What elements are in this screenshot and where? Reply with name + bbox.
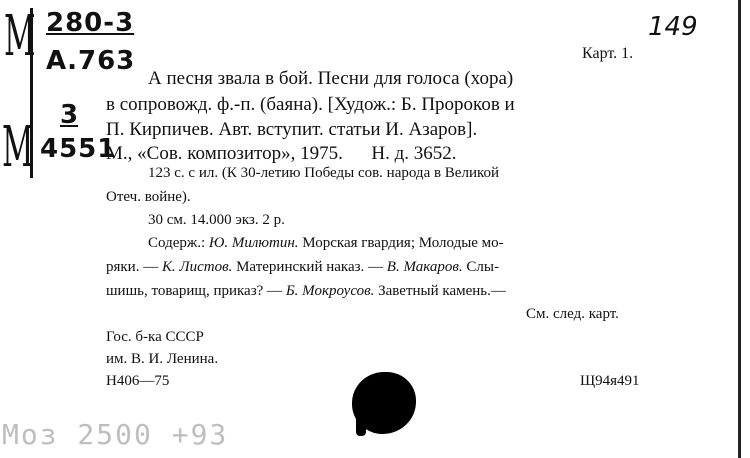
handwritten-code-top-2: А.763 — [46, 46, 136, 76]
library-line-2: им. В. И. Ленина. — [106, 351, 219, 367]
handwritten-number-4551: 4551 — [40, 134, 117, 164]
handwritten-number-3: 3 — [60, 100, 79, 130]
index-right: Щ94я491 — [580, 373, 640, 389]
title-line-4: М., «Сов. композитор», 1975. Н. д. 3652. — [106, 143, 457, 164]
title-line-3: П. Кирпичев. Авт. вступит. статьи И. Азаров]. — [106, 119, 478, 140]
card-edge — [738, 0, 741, 458]
contents-text-3b: Заветный камень.— — [374, 283, 506, 299]
contents-author-1: Ю. Милютин. — [208, 235, 299, 251]
contents-line-2 — [106, 259, 499, 276]
contents-text-1: Морская гвардия; Молодые мо- — [298, 235, 504, 251]
contents-line-1 — [148, 235, 504, 252]
contents-line-3 — [106, 283, 506, 300]
contents-text-2c: Слы- — [462, 259, 499, 275]
desc-line-3: 30 см. 14.000 экз. 2 р. — [148, 212, 285, 228]
contents-text-2a: ряки. — — [106, 259, 162, 275]
contents-author-4: Б. Мокроусов. — [285, 283, 375, 299]
title-line-2: в сопровожд. ф.-п. (баяна). [Худож.: Б. Пророков и — [106, 94, 515, 115]
contents-author-3: В. Макаров. — [386, 259, 463, 275]
contents-prefix: Содерж.: — [148, 235, 209, 251]
contents-line-4: См. след. карт. — [526, 306, 619, 322]
desc-line-1: 123 с. с ил. (К 30-летию Победы сов. народа в Великой — [148, 165, 500, 181]
contents-text-2b: Материнский наказ. — — [232, 259, 387, 275]
faded-stamp: Моз 2500 +93 — [2, 418, 229, 451]
ink-blot-drip — [356, 396, 366, 436]
library-line-1: Гос. б-ка СССР — [106, 329, 204, 345]
contents-text-3a: шишь, товарищ, приказ? — — [106, 283, 286, 299]
card-label: Карт. 1. — [582, 45, 634, 62]
title-line-1: А песня звала в бой. Песни для голоса (хора) — [148, 68, 514, 89]
contents-author-2: К. Листов. — [161, 259, 233, 275]
handwritten-page-number: 149 — [648, 12, 698, 42]
handwritten-m-bottom: М — [2, 115, 34, 180]
handwritten-m-top: М — [4, 4, 36, 69]
handwritten-code-top: 280-3 — [46, 8, 135, 38]
index-left: Н406—75 — [106, 373, 170, 389]
desc-line-2: Отеч. войне). — [106, 189, 191, 205]
